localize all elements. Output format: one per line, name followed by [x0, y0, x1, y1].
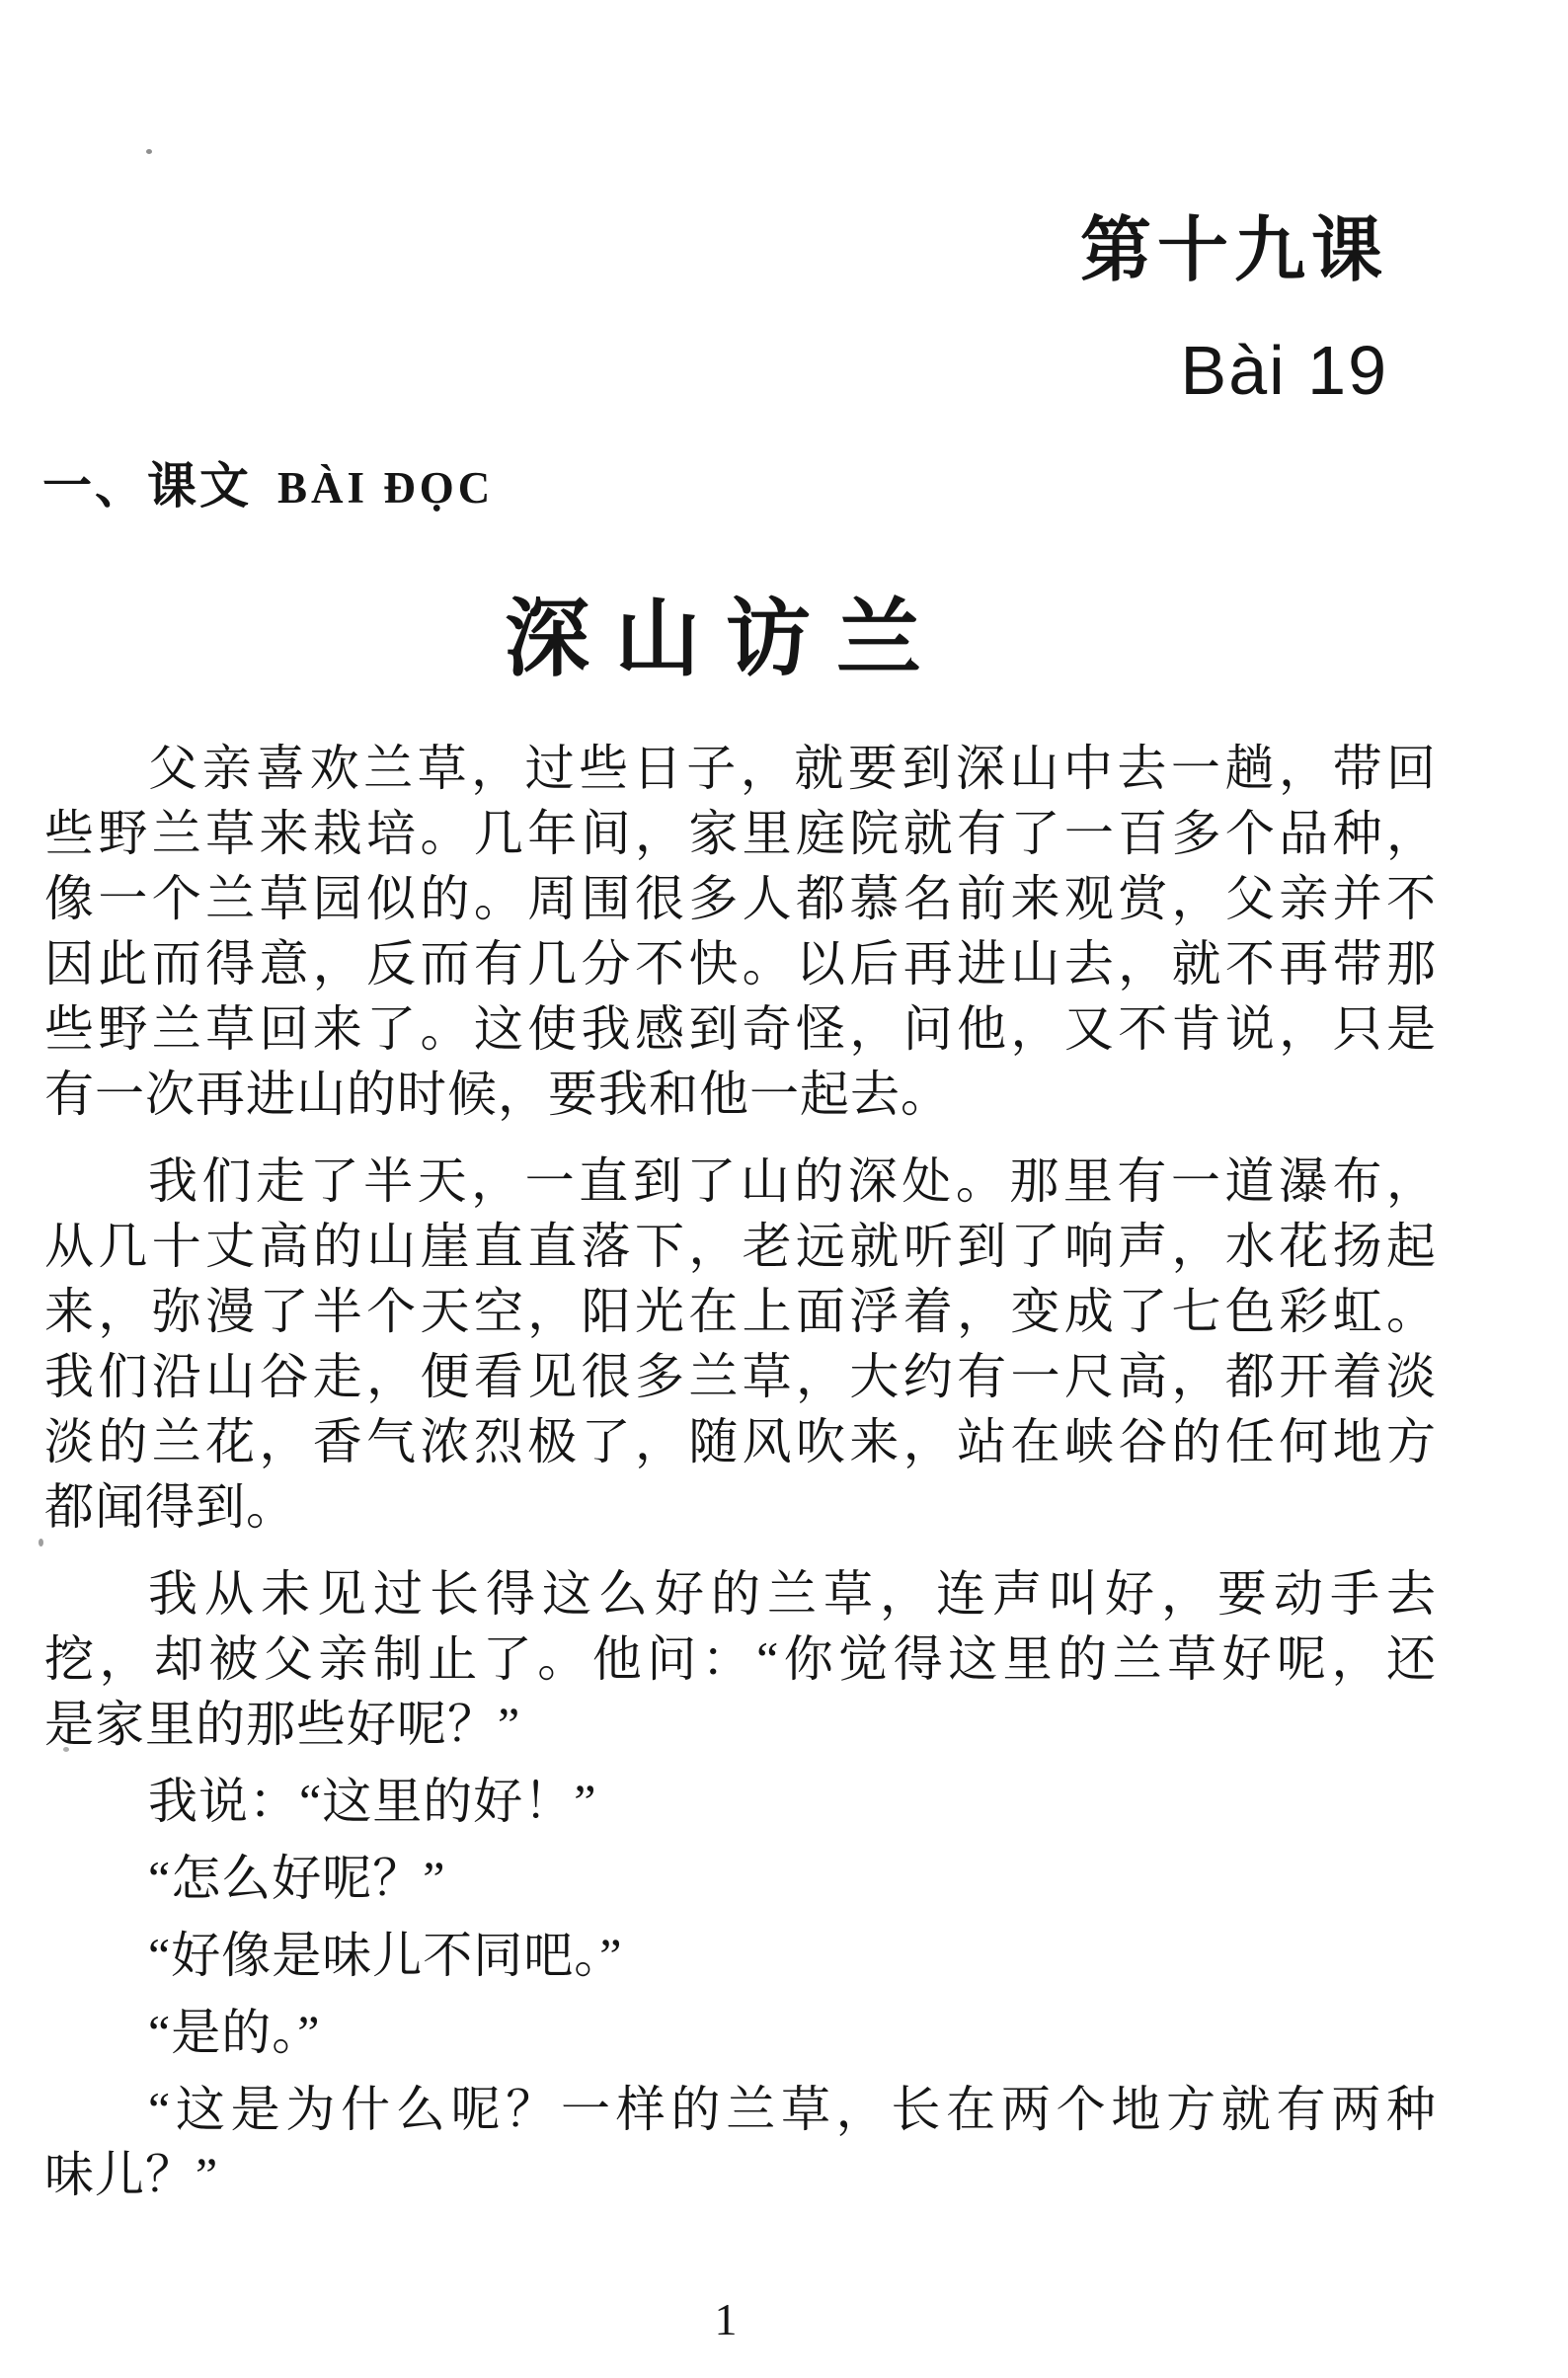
reading-body [44, 736, 1437, 2207]
reading-title: 深山访兰 [505, 592, 947, 686]
section-heading-chinese: 一、课文 [42, 458, 252, 514]
scan-artifact-dot [146, 149, 152, 154]
text-line: “怎么好呢？” [148, 1851, 446, 1906]
text-line: 有一次再进山的时候，要我和他一起去。 [44, 1067, 951, 1122]
text-line: 挖，却被父亲制止了。他问：“你觉得这里的兰草好呢，还 [44, 1631, 1437, 1687]
text-line: 因此而得意，反而有几分不快。以后再进山去，就不再带那 [44, 936, 1437, 991]
paragraph [44, 1149, 1437, 1540]
dialog-paragraph [44, 1846, 1437, 1911]
text-line: 父亲喜欢兰草，过些日子，就要到深山中去一趟，带回 [148, 741, 1437, 796]
dialog-paragraph [44, 2077, 1437, 2207]
text-line: 我们走了半天，一直到了山的深处。那里有一道瀑布， [148, 1153, 1437, 1209]
section-heading [42, 446, 494, 517]
text-line: 像一个兰草园似的。周围很多人都慕名前来观赏，父亲并不 [44, 871, 1437, 926]
text-line: 些野兰草来栽培。几年间，家里庭院就有了一百多个品种， [44, 806, 1437, 861]
text-line: 来，弥漫了半个天空，阳光在上面浮着，变成了七色彩虹。 [44, 1284, 1437, 1339]
dialog-paragraph [44, 2000, 1437, 2065]
text-line: 都闻得到。 [44, 1479, 296, 1535]
dialog-paragraph [44, 1769, 1437, 1834]
text-line: 味儿？” [44, 2147, 219, 2202]
paragraph [44, 1561, 1437, 1757]
lesson-title-vietnamese: Bài 19 [1180, 332, 1388, 409]
section-heading-vietnamese: BÀI ĐỌC [277, 463, 495, 513]
text-line: 些野兰草回来了。这使我感到奇怪，问他，又不肯说，只是 [44, 1001, 1437, 1057]
text-line: 我从未见过长得这么好的兰草，连声叫好，要动手去 [148, 1566, 1437, 1622]
scan-artifact-dot [39, 1539, 43, 1546]
paragraph [44, 736, 1437, 1127]
text-line: “好像是味儿不同吧。” [148, 1928, 623, 1983]
page-number: 1 [714, 2294, 738, 2344]
text-line: 我们沿山谷走，便看见很多兰草，大约有一尺高，都开着淡 [44, 1349, 1437, 1404]
dialog-paragraph [44, 1923, 1437, 1988]
text-line: 我说：“这里的好！” [148, 1774, 597, 1829]
text-line: 淡的兰花，香气浓烈极了，随风吹来，站在峡谷的任何地方 [44, 1414, 1437, 1469]
text-line: “是的。” [148, 2005, 321, 2060]
text-line: “这是为什么呢？一样的兰草，长在两个地方就有两种 [148, 2082, 1437, 2137]
text-line: 从几十丈高的山崖直直落下，老远就听到了响声，水花扬起 [44, 1219, 1437, 1274]
lesson-header [1079, 211, 1388, 409]
lesson-title-chinese: 第十九课 [1079, 211, 1388, 290]
text-line: 是家里的那些好呢？” [44, 1697, 521, 1752]
